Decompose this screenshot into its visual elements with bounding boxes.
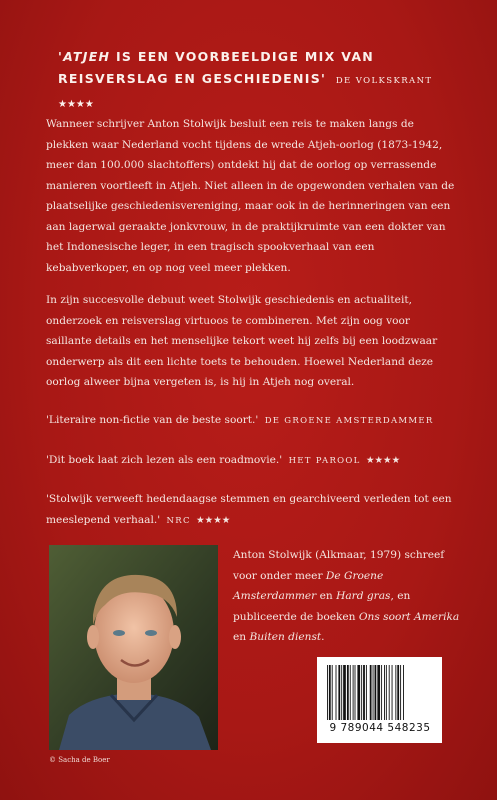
review-quote <box>46 410 466 432</box>
headline-quote-rest: IS EEN VOORBEELDIGE MIX VAN REISVERSLAG EN GESCHIEDENIS' <box>58 49 375 86</box>
review-quote-text: 'Literaire non-fictie van de beste soort.' <box>46 414 259 426</box>
bio-text: Anton Stolwijk (Alkmaar, 1979) schreef voor onder meer <box>233 549 445 582</box>
barcode-bar <box>392 665 393 720</box>
headline-source: DE VOLKSKRANT <box>335 76 433 86</box>
barcode-bar <box>363 665 365 720</box>
barcode-bar <box>395 665 396 720</box>
barcode-bar <box>361 665 362 720</box>
headline-quote-text <box>58 49 374 86</box>
review-quote <box>46 489 466 531</box>
bio-text: en <box>316 590 337 602</box>
barcode-bar <box>403 665 404 720</box>
bio-book-title: Buiten dienst <box>249 631 322 643</box>
headline-quote-mark-open: ' <box>58 49 64 64</box>
barcode-bar <box>355 665 356 720</box>
review-quote-stars: ★★★★ <box>196 514 231 526</box>
barcode-bar <box>332 665 333 720</box>
author-portrait-illustration <box>49 545 218 750</box>
headline-italic-word: ATJEH <box>63 49 111 64</box>
barcode-bar <box>353 665 354 720</box>
isbn-number: 9 789044 548235 <box>329 722 431 734</box>
blurb-paragraph-2: In zijn succesvolle debuut weet Stolwijk geschiedenis en actualiteit, onderzoek en reisverslag virtuoos te combineren. Met zijn oog voor saillante details en het menselijke tekort weet hij zelfs bij een loodzwaar onderwerp als dit een lichte toets te behouden. Hoewel Nederland deze oorlog alweer bijna vergeten is, is hij in Atjeh nog overal. <box>46 294 438 388</box>
review-quote-text: 'Dit boek laat zich lezen als een roadmovie.' <box>46 454 283 466</box>
photo-credit: © Sacha de Boer <box>49 756 110 764</box>
bio-publication: Hard gras <box>336 590 391 602</box>
bio-text: en <box>233 631 250 643</box>
barcode-bar <box>373 665 374 720</box>
barcode-bar <box>327 665 328 720</box>
bio-book-title: Ons soort Amerika <box>358 610 460 623</box>
barcode-bar <box>343 665 346 720</box>
barcode-bar <box>375 665 377 720</box>
barcode-bar <box>329 665 331 720</box>
headline-stars: ★★★★ <box>58 99 94 110</box>
barcode-bar <box>366 665 367 720</box>
barcode-bar <box>400 665 401 720</box>
blurb-paragraph-1: Wanneer schrijver Anton Stolwijk besluit een reis te maken langs de plekken waar Nederland vocht tijdens de wrede Atjeh-oorlog (1873-1942, meer dan 100.000 slachtoffers) ontdekt hij dat de oorlog op verrassende manieren voortleeft in Atjeh. Niet alleen in de opgewonden verhalen van de plaatselijke geschiedenisvereniging, maar ook in de herinneringen van een aan lagerwal geraakte jonkvrouw, in de praktijkruimte van een dokter van het Indonesische leger, in een tragisch spookverhaal van een kebabverkoper, en op nog veel meer plekken. <box>46 118 455 274</box>
barcode-bar <box>384 665 385 720</box>
author-bio <box>233 545 463 648</box>
barcode-bar <box>350 665 351 720</box>
review-quote-text: 'Stolwijk verweeft hedendaagse stemmen en gearchiveerd verleden tot een meeslepend verhaal.' <box>46 493 452 526</box>
barcode-bar <box>397 665 399 720</box>
review-quote-stars: ★★★★ <box>366 455 401 466</box>
bio-text: . <box>321 631 325 643</box>
review-quote-source: HET PAROOL <box>288 456 361 466</box>
barcode-bar <box>381 665 382 720</box>
headline-quote <box>58 46 458 116</box>
review-quote-source: NRC <box>166 515 191 526</box>
barcode-bar <box>370 665 372 720</box>
bio-publication: De Groene Amsterdammer <box>233 569 384 602</box>
review-quote-source: DE GROENE AMSTERDAMMER <box>264 416 434 426</box>
bio-text: , en publiceerde de boeken <box>233 590 411 623</box>
review-quote <box>46 450 466 472</box>
barcode-bar <box>336 665 337 720</box>
barcode-bar <box>377 665 380 720</box>
barcode-bar <box>386 665 387 720</box>
barcode-bar <box>389 665 390 720</box>
barcode-bar <box>357 665 360 720</box>
barcode-bar <box>338 665 340 720</box>
author-photo <box>49 545 218 750</box>
barcode-bar <box>341 665 342 720</box>
barcode-bar <box>347 665 349 720</box>
